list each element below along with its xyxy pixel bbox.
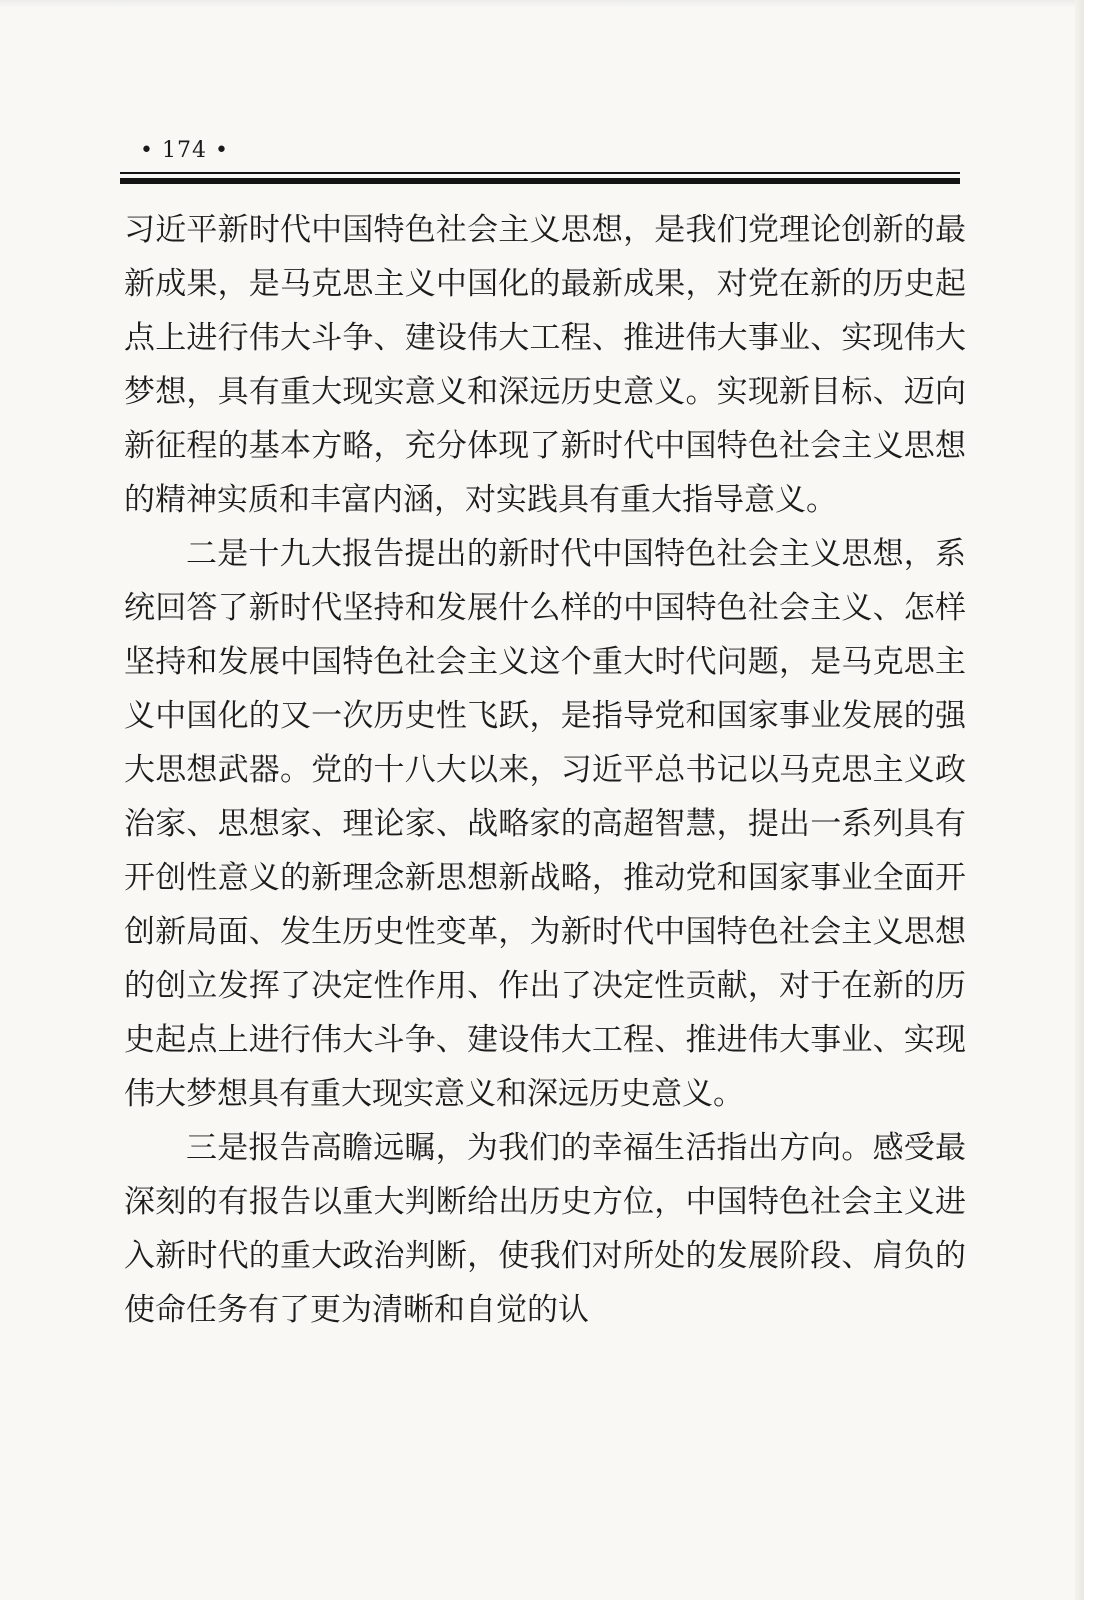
header-rule-thin	[120, 172, 960, 174]
header-rule-thick	[120, 178, 960, 184]
page-number-header: • 174 •	[140, 138, 229, 163]
page-right-edge	[1075, 0, 1097, 1600]
body-text	[124, 203, 966, 1337]
page-top-edge	[0, 0, 1097, 8]
paragraph-two: 二是十九大报告提出的新时代中国特色社会主义思想，系统回答了新时代坚持和发展什么样的中国特色社会主义、怎样坚持和发展中国特色社会主义这个重大时代问题，是马克思主义中国化的又一次历史性飞跃，是指导党和国家事业发展的强大思想武器。党的十八大以来，习近平总书记以马克思主义政治家、思想家、理论家、战略家的高超智慧，提出一系列具有开创性意义的新理念新思想新战略，推动党和国家事业全面开创新局面、发生历史性变革，为新时代中国特色社会主义思想的创立发挥了决定性作用、作出了决定性贡献，对于在新的历史起点上进行伟大斗争、建设伟大工程、推进伟大事业、实现伟大梦想具有重大现实意义和深远历史意义。	[124, 536, 966, 1112]
paragraph-continued: 习近平新时代中国特色社会主义思想，是我们党理论创新的最新成果，是马克思主义中国化的最新成果，对党在新的历史起点上进行伟大斗争、建设伟大工程、推进伟大事业、实现伟大梦想，具有重大现实意义和深远历史意义。实现新目标、迈向新征程的基本方略，充分体现了新时代中国特色社会主义思想的精神实质和丰富内涵，对实践具有重大指导意义。	[124, 212, 966, 518]
paragraph-three: 三是报告高瞻远瞩，为我们的幸福生活指出方向。感受最深刻的有报告以重大判断给出历史方位，中国特色社会主义进入新时代的重大政治判断，使我们对所处的发展阶段、肩负的使命任务有了更为清晰和自觉的认	[124, 1130, 966, 1328]
